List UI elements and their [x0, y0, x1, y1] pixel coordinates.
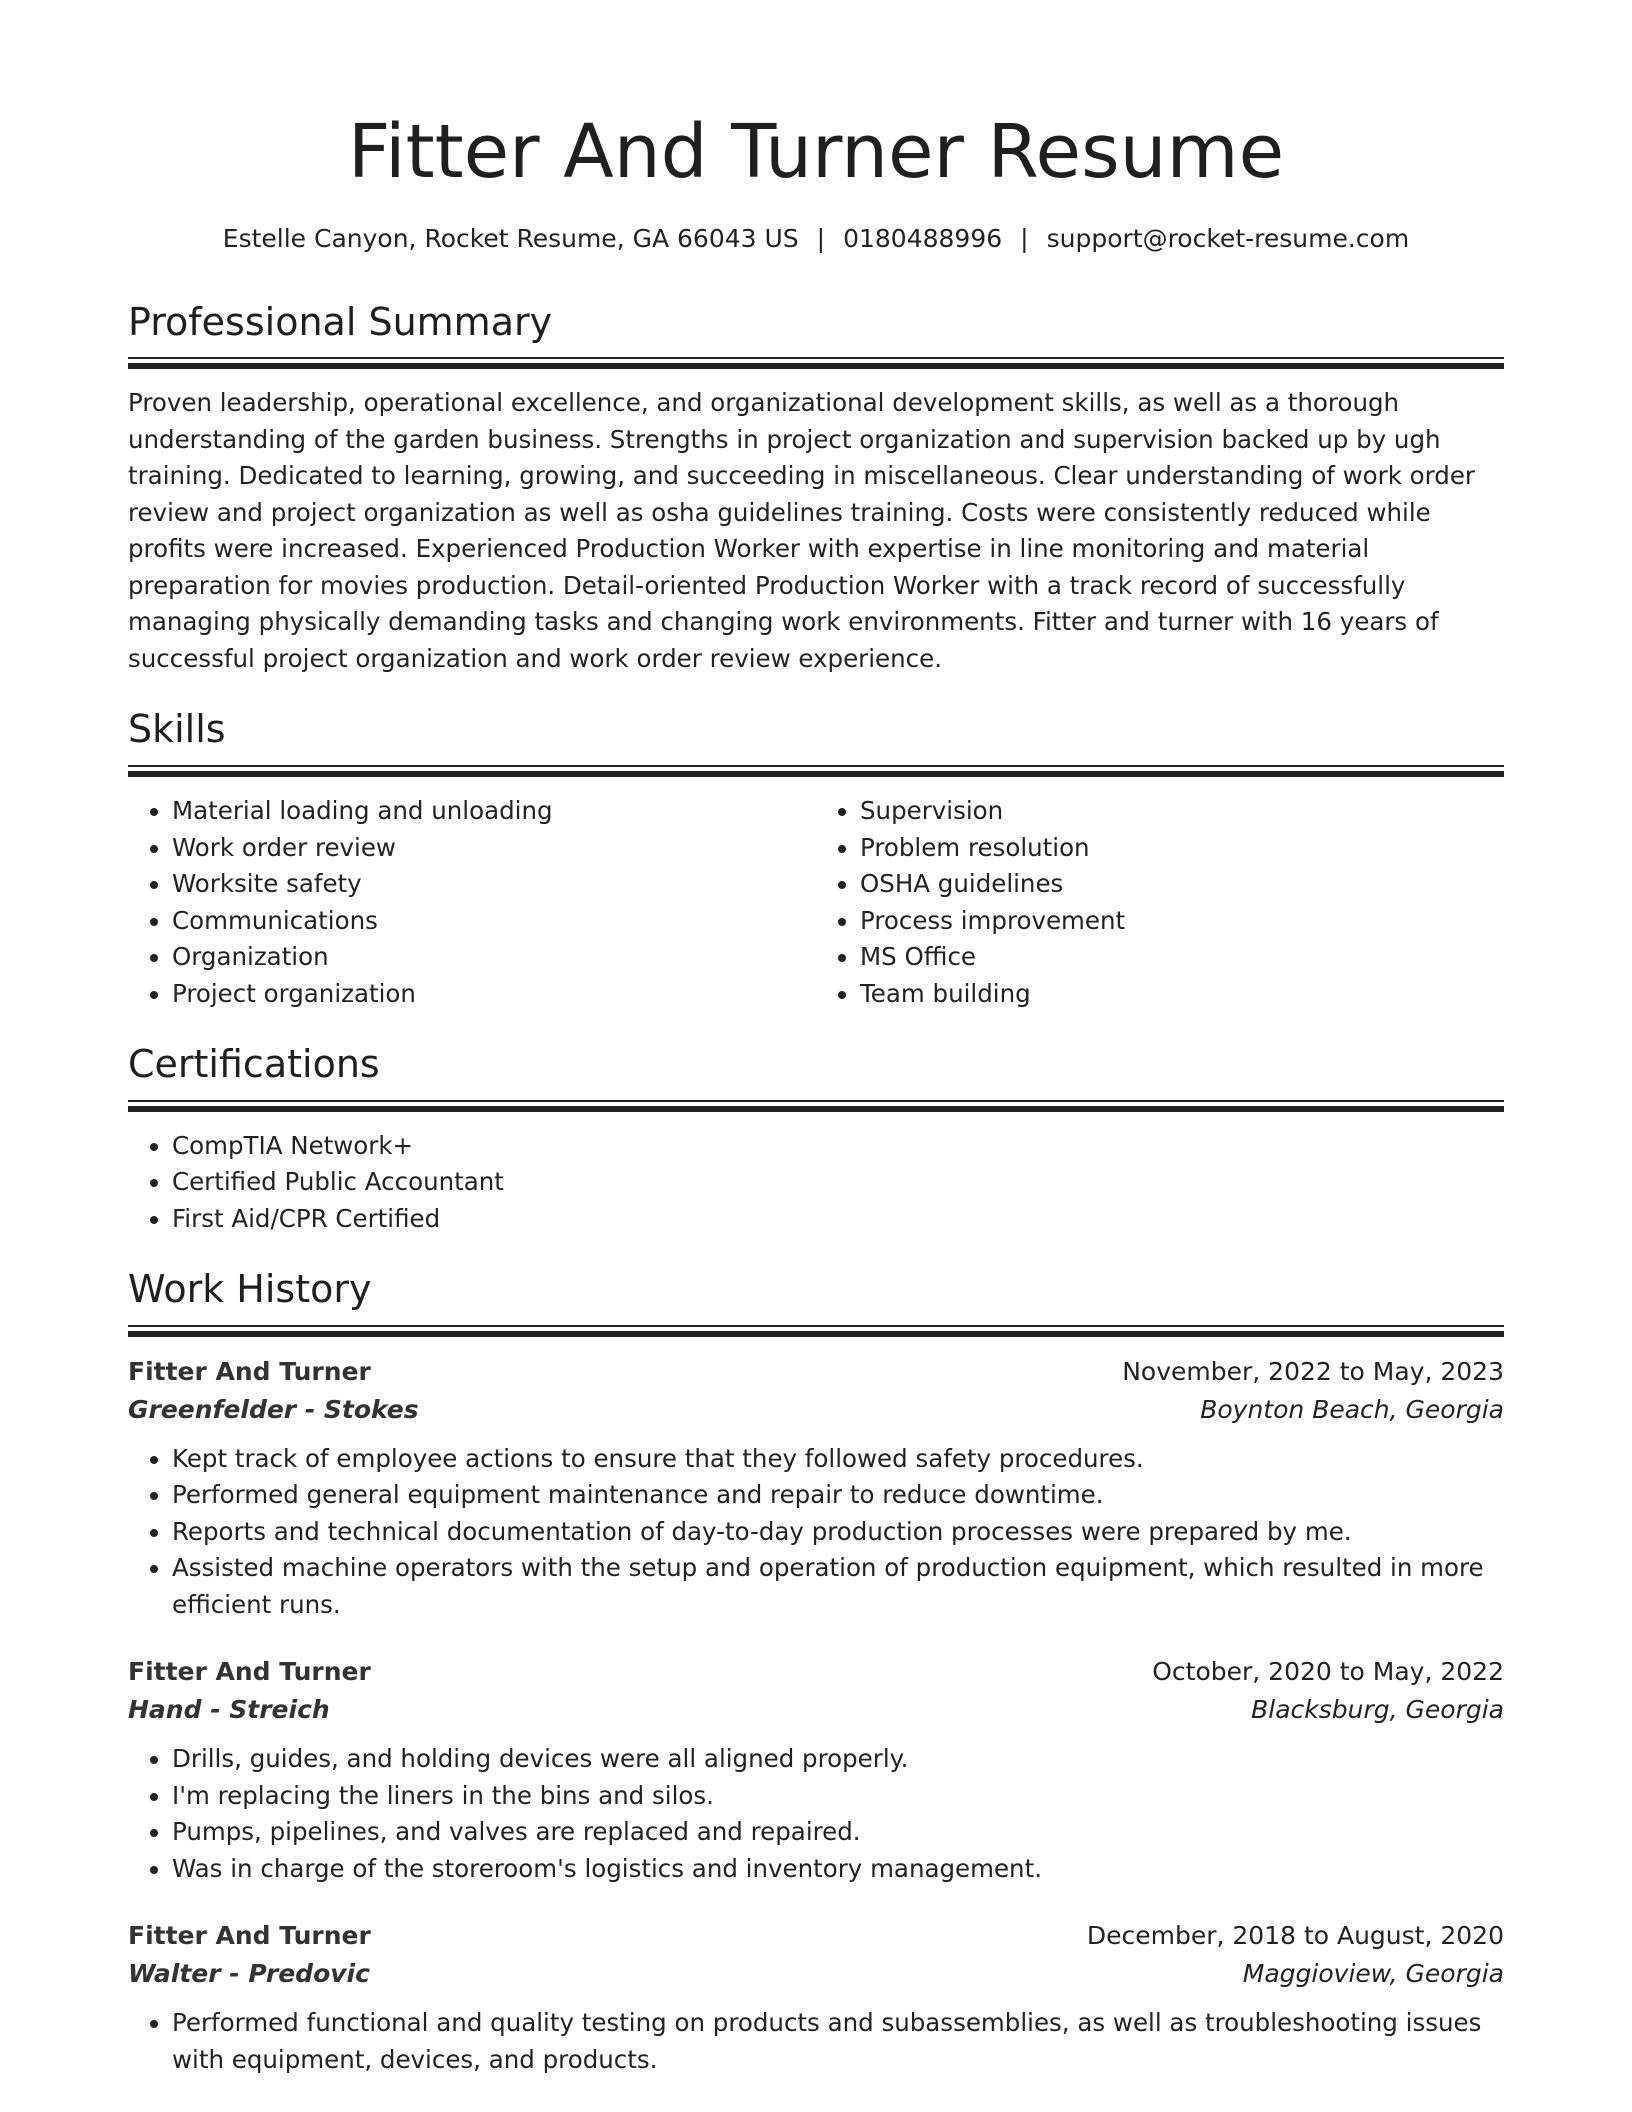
job-bullet: • Performed general equipment maintenance and repair to reduce downtime.: [172, 1477, 1504, 1514]
job-entry: [128, 1917, 1504, 2078]
skills-section: [128, 707, 1504, 1012]
contact-separator: |: [1020, 224, 1029, 254]
job-bullets: [128, 1441, 1504, 1624]
job-title: Fitter And Turner: [128, 1356, 371, 1386]
certification-item: • First Aid/CPR Certified: [172, 1201, 1504, 1238]
job-bullet: • Reports and technical documentation of day-to-day production processes were prepared by me.: [172, 1514, 1504, 1551]
contact-email: support@rocket-resume.com: [1046, 224, 1410, 254]
job-title: Fitter And Turner: [128, 1657, 371, 1687]
skill-item: • Work order review: [172, 830, 816, 867]
skill-item: • OSHA guidelines: [860, 866, 1504, 903]
contact-line: [128, 223, 1504, 256]
job-company: Walter - Predovic: [128, 1959, 370, 1989]
job-bullet: • I'm replacing the liners in the bins and silos.: [172, 1778, 1504, 1815]
skill-item: • MS Office: [860, 939, 1504, 976]
contact-separator: |: [816, 224, 826, 254]
summary-heading: Professional Summary: [128, 299, 553, 344]
job-company-row: [128, 1691, 1504, 1729]
job-header-row: [128, 1653, 1504, 1691]
summary-text: Proven leadership, operational excellence, and organizational development skills, as well as a thorough understanding of the garden business. Strengths in project organization and supervision backed up by ugh training. Dedicated to learning, growing, and succeeding in miscellaneous. Clear understanding of work order review and project organization as well as osha guidelines training. Costs were consistently reduced while profits were increased. Experienced Production Worker with expertise in line monitoring and material preparation for movies production. Detail-oriented Production Worker with a track record of successfully managing physically demanding tasks and changing work environments. Fitter and turner with 16 years of successful project organization and work order review experience.: [128, 388, 1476, 673]
job-bullet: • Pumps, pipelines, and valves are replaced and repaired.: [172, 1814, 1504, 1851]
skill-item: • Process improvement: [860, 903, 1504, 940]
job-dates: October, 2020 to May, 2022: [1152, 1657, 1504, 1687]
job-company-row: [128, 1955, 1504, 1993]
skill-item: • Supervision: [860, 793, 1504, 830]
job-bullet: • Drills, guides, and holding devices were all aligned properly.: [172, 1741, 1504, 1778]
work-history-heading: Work History: [128, 1267, 372, 1312]
job-bullet: • Performed functional and quality testing on products and subassemblies, as well as troubleshooting issues with equipment, devices, and products.: [172, 2005, 1504, 2078]
summary-section: [128, 300, 1504, 678]
certification-item: • Certified Public Accountant: [172, 1164, 1504, 1201]
certifications-list: [128, 1128, 1504, 1238]
skills-grid: [128, 793, 1504, 1012]
certifications-section: [128, 1042, 1504, 1237]
skill-item: • Organization: [172, 939, 816, 976]
job-entry: [128, 1353, 1504, 1624]
job-company-row: [128, 1391, 1504, 1429]
job-bullet: • Was in charge of the storeroom's logistics and inventory management.: [172, 1851, 1504, 1888]
job-location: Maggioview, Georgia: [1242, 1959, 1504, 1989]
certifications-heading: Certifications: [128, 1042, 380, 1087]
resume-title: Fitter And Turner Resume: [347, 109, 1285, 195]
job-bullets: [128, 1741, 1504, 1887]
work-history-section: [128, 1267, 1504, 2078]
section-divider: [128, 1325, 1504, 1337]
job-dates: November, 2022 to May, 2023: [1122, 1356, 1504, 1386]
contact-address: Estelle Canyon, Rocket Resume, GA 66043 US: [222, 224, 799, 254]
section-divider: [128, 357, 1504, 369]
job-dates: December, 2018 to August, 2020: [1086, 1921, 1504, 1951]
job-bullets: [128, 2005, 1504, 2078]
skill-item: • Problem resolution: [860, 830, 1504, 867]
job-location: Blacksburg, Georgia: [1251, 1695, 1504, 1725]
certification-item: • CompTIA Network+: [172, 1128, 1504, 1165]
job-header-row: [128, 1353, 1504, 1391]
job-bullet: • Kept track of employee actions to ensure that they followed safety procedures.: [172, 1441, 1504, 1478]
skill-item: • Team building: [860, 976, 1504, 1013]
job-company: Hand - Streich: [128, 1695, 330, 1725]
section-divider: [128, 1100, 1504, 1112]
section-divider: [128, 765, 1504, 777]
skills-heading: Skills: [128, 707, 226, 752]
job-header-row: [128, 1917, 1504, 1955]
skill-item: • Project organization: [172, 976, 816, 1013]
job-bullet: • Assisted machine operators with the setup and operation of production equipment, which resulted in more efficient runs.: [172, 1550, 1504, 1623]
job-title: Fitter And Turner: [128, 1921, 371, 1951]
skills-left-list: [128, 793, 816, 1012]
job-entry: [128, 1653, 1504, 1887]
skills-right-list: [816, 793, 1504, 1012]
job-location: Boynton Beach, Georgia: [1200, 1394, 1504, 1424]
skill-item: • Worksite safety: [172, 866, 816, 903]
skill-item: • Material loading and unloading: [172, 793, 816, 830]
skill-item: • Communications: [172, 903, 816, 940]
contact-phone: 0180488996: [843, 224, 1003, 254]
job-company: Greenfelder - Stokes: [128, 1394, 419, 1424]
